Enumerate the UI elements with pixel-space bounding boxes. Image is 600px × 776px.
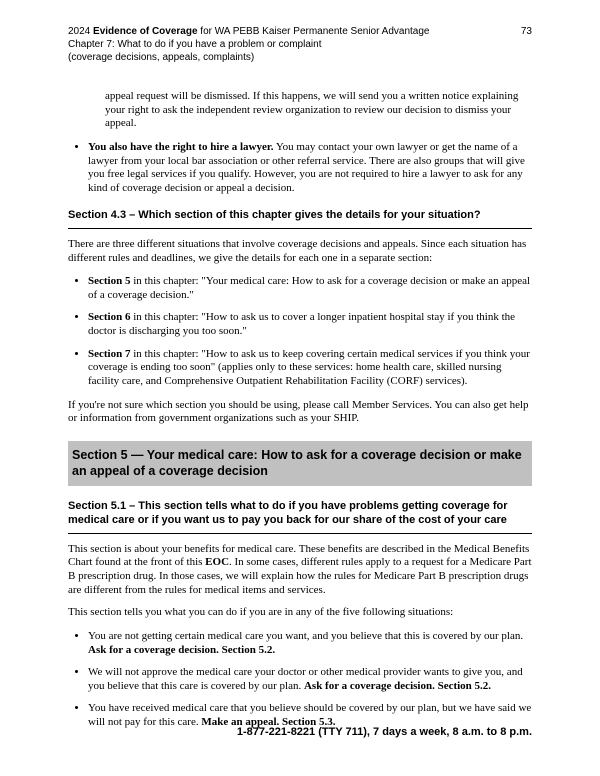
section-7-text: in this chapter: "How to ask us to keep covering certain medical services if you think your coverage is ending too soon" (applies only to these services: home health care, skilled nursing facility care, and Comprehensive Outpatient Rehabilitation Facility (CORF) services). — [88, 347, 530, 387]
list-item-section-6 — [88, 311, 532, 338]
page-header — [68, 25, 532, 64]
section-5-text: in this chapter: "Your medical care: How to ask for a coverage decision or make an appeal of a coverage decision." — [88, 275, 531, 301]
lawyer-bullet-text: You may contact your own lawyer or get the name of a lawyer from your local bar association or other referral service. There are also groups that will give you free legal services if you qualify. However, you are not required to hire a lawyer to ask for any kind of coverage decision or appeal a decision. — [88, 140, 525, 194]
footer-phone-line: 1-877-221-8221 (TTY 711), 7 days a week, 8 a.m. to 8 p.m. — [236, 726, 532, 738]
section-6-label: Section 6 — [88, 311, 131, 324]
title-year: 2024 — [68, 26, 94, 37]
list-item-situation-2 — [88, 666, 532, 693]
chapter-title: Chapter 7: What to do if you have a problem or complaint — [68, 39, 322, 50]
eoc-bold: EOC — [205, 556, 230, 569]
situation-2-text: We will not approve the medical care your doctor or other medical provider wants to give you, and you believe that this care is covered by our plan. — [88, 666, 523, 692]
paragraph-1-end: . In some cases, different rules apply to a request for a Medicare Part B prescription drug. In those cases, we will explain how the rules for Medicare Part B prescription drugs are different from the rules for medical items and services. — [68, 556, 532, 596]
section-5-1-paragraph-1 — [68, 543, 532, 598]
section-5-label: Section 5 — [88, 275, 131, 288]
continuation-paragraph: appeal request will be dismissed. If this happens, we will send you a written notice explaining your right to ask the independent review organization to review our decision to dismiss your appeal. — [105, 90, 519, 130]
paragraph-1-start: This section is about your benefits for medical care. These benefits are described in the Medical Benefits Chart found at the front of this — [68, 542, 530, 569]
title-suffix: for WA PEBB Kaiser Permanente Senior Advantage — [197, 26, 430, 37]
situation-2-action: Ask for a coverage decision. Section 5.2. — [303, 679, 492, 692]
situation-1-text: You are not getting certain medical care you want, and you believe that this is covered by our plan. — [88, 629, 524, 642]
lawyer-bullet-bold: You also have the right to hire a lawyer. — [88, 140, 274, 153]
lawyer-bullet-list — [68, 141, 532, 196]
list-item-section-5 — [88, 275, 532, 302]
section-4-3-outro: If you're not sure which section you should be using, please call Member Services. You can also get help or information from government organizations such as your SHIP. — [68, 398, 529, 425]
title-bold: Evidence of Coverage — [93, 26, 198, 37]
situations-list — [68, 630, 532, 730]
section-5-banner: Section 5 — Your medical care: How to ask for a coverage decision or make an appeal of a coverage decision — [68, 441, 532, 486]
page-body — [68, 90, 532, 730]
section-5-1-heading: Section 5.1 – This section tells what to do if you have problems getting coverage for medical care or if you want us to pay you back for our share of the cost of your care — [68, 499, 532, 534]
list-item-section-7 — [88, 348, 532, 389]
header-line-1 — [68, 25, 532, 38]
situation-3-text: You have received medical care that you believe should be covered by our plan, but we have said we will not pay for this care. — [88, 702, 532, 729]
section-6-text: in this chapter: "How to ask us to cover a longer inpatient hospital stay if you think the doctor is discharging you too soon." — [88, 311, 516, 338]
situation-1-action: Ask for a coverage decision. Section 5.2. — [88, 643, 276, 656]
section-4-3-intro: There are three different situations that involve coverage decisions and appeals. Since each situation has different rules and deadlines, we give the details for each one in a separate section: — [68, 237, 527, 264]
page-footer — [68, 726, 532, 740]
section-4-3-heading: Section 4.3 – Which section of this chapter gives the details for your situation? — [68, 208, 532, 229]
document-title — [68, 25, 430, 38]
list-item-situation-1 — [88, 630, 532, 657]
section-reference-list — [68, 275, 532, 388]
section-5-1-paragraph-2: This section tells you what you can do if you are in any of the five following situations: — [68, 606, 454, 619]
situation-3-action: Make an appeal. Section 5.3. — [201, 716, 336, 729]
section-7-label: Section 7 — [88, 347, 131, 360]
page-number: 73 — [520, 26, 532, 37]
chapter-subtitle: (coverage decisions, appeals, complaints) — [68, 52, 255, 63]
list-item-hire-lawyer — [88, 141, 532, 196]
